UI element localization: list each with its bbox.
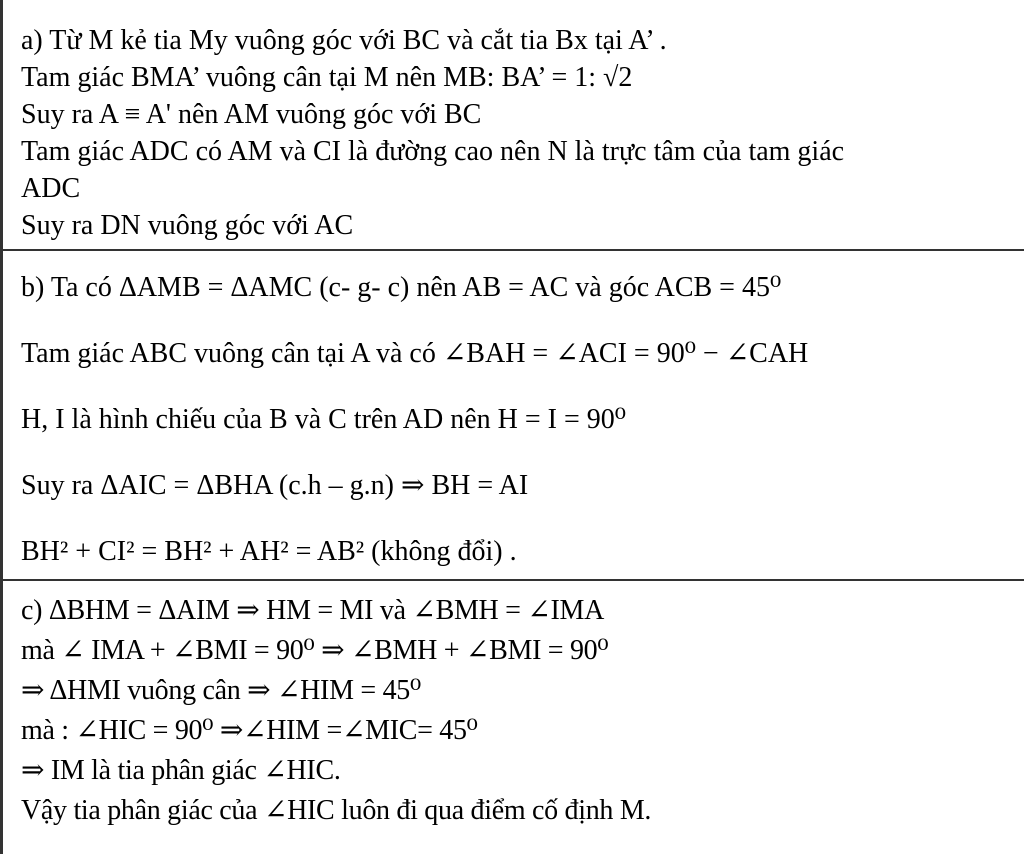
section-a-line-6: Suy ra DN vuông góc với AC: [21, 210, 354, 241]
section-c-line-6: Vậy tia phân giác của ∠HIC luôn đi qua điểm cố định M.: [21, 795, 652, 826]
section-b-line-3: H, I là hình chiếu của B và C trên AD nên H = I = 90⁰: [21, 404, 627, 435]
section-b-line-1: b) Ta có ΔAMB = ΔAMC (c- g- c) nên AB = AC và góc ACB = 45⁰: [21, 272, 782, 303]
section-b: [3, 251, 1024, 581]
section-c-line-1: c) ΔBHM = ΔAIM ⇒ HM = MI và ∠BMH = ∠IMA: [21, 595, 605, 626]
section-b-line-4: Suy ra ΔAIC = ΔBHA (c.h – g.n) ⇒ BH = AI: [21, 470, 529, 501]
section-a-line-5: ADC: [21, 173, 81, 204]
section-b-line-2: Tam giác ABC vuông cân tại A và có ∠BAH = ∠ACI = 90⁰ − ∠CAH: [21, 338, 809, 369]
section-c-line-5: ⇒ IM là tia phân giác ∠HIC.: [21, 755, 341, 786]
section-b-line-5: BH² + CI² = BH² + AH² = AB² (không đổi) .: [21, 536, 517, 567]
section-a-line-4: Tam giác ADC có AM và CI là đường cao nên N là trực tâm của tam giác: [21, 136, 845, 167]
section-c-line-2: mà ∠ IMA + ∠BMI = 90⁰ ⇒ ∠BMH + ∠BMI = 90⁰: [21, 635, 609, 666]
section-a-line-1: a) Từ M kẻ tia My vuông góc với BC và cắt tia Bx tại A’ .: [21, 25, 667, 56]
section-c-line-4: mà : ∠HIC = 90⁰ ⇒∠HIM =∠MIC= 45⁰: [21, 715, 478, 746]
section-c: [3, 581, 1024, 854]
section-c-line-3: ⇒ ΔHMI vuông cân ⇒ ∠HIM = 45⁰: [21, 675, 421, 706]
section-a: [3, 0, 1024, 251]
section-a-line-3: Suy ra A ≡ A' nên AM vuông góc với BC: [21, 99, 482, 130]
section-a-line-2: Tam giác BMA’ vuông cân tại M nên MB: BA’ = 1: √2: [21, 62, 633, 93]
